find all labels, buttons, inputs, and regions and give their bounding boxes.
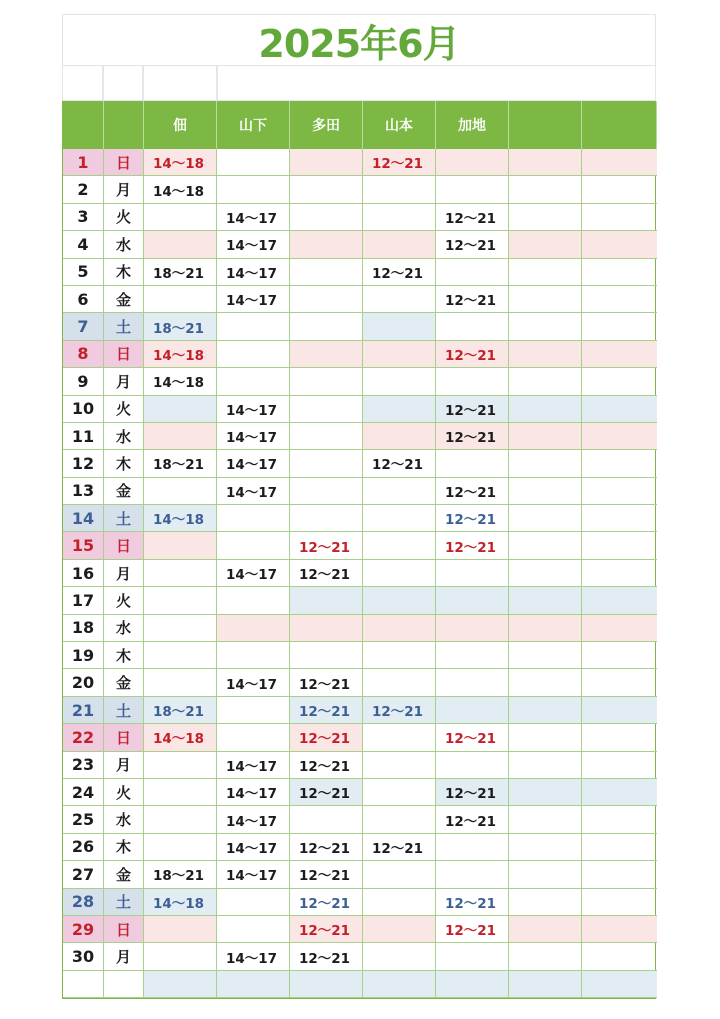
shift-cell[interactable] xyxy=(509,889,582,916)
shift-cell[interactable] xyxy=(582,532,657,559)
shift-cell[interactable]: 12〜21 xyxy=(363,259,436,286)
shift-cell[interactable] xyxy=(582,971,657,998)
shift-cell[interactable] xyxy=(436,669,509,696)
shift-cell[interactable]: 14〜17 xyxy=(217,450,290,477)
shift-cell[interactable] xyxy=(363,423,436,450)
shift-cell[interactable] xyxy=(144,752,217,779)
shift-cell[interactable] xyxy=(436,752,509,779)
shift-cell[interactable] xyxy=(290,806,363,833)
shift-cell[interactable]: 18〜21 xyxy=(144,697,217,724)
shift-cell[interactable] xyxy=(144,286,217,313)
header-cell-staff-5: 加地 xyxy=(436,101,509,149)
shift-cell[interactable] xyxy=(144,231,217,258)
shift-cell[interactable] xyxy=(144,204,217,231)
shift-cell[interactable] xyxy=(144,669,217,696)
shift-cell[interactable] xyxy=(217,505,290,532)
shift-cell[interactable]: 12〜21 xyxy=(436,396,509,423)
weekday-cell: 日 xyxy=(104,149,144,176)
shift-cell[interactable]: 12〜21 xyxy=(436,916,509,943)
shift-cell[interactable] xyxy=(363,532,436,559)
day-number-cell: 22 xyxy=(63,724,104,751)
shift-cell[interactable] xyxy=(509,149,582,176)
day-number-cell: 25 xyxy=(63,806,104,833)
shift-cell[interactable] xyxy=(363,916,436,943)
shift-cell[interactable] xyxy=(509,341,582,368)
shift-cell[interactable] xyxy=(290,204,363,231)
shift-cell[interactable] xyxy=(290,313,363,340)
shift-cell[interactable] xyxy=(582,341,657,368)
shift-cell[interactable] xyxy=(144,615,217,642)
shift-cell[interactable] xyxy=(436,560,509,587)
shift-cell[interactable] xyxy=(290,176,363,203)
shift-cell[interactable] xyxy=(436,259,509,286)
shift-cell[interactable] xyxy=(217,697,290,724)
shift-cell[interactable] xyxy=(509,231,582,258)
shift-cell[interactable] xyxy=(144,396,217,423)
shift-cell[interactable] xyxy=(290,231,363,258)
day-number-cell: 2 xyxy=(63,176,104,203)
shift-cell[interactable]: 12〜21 xyxy=(436,341,509,368)
weekday-cell: 火 xyxy=(104,587,144,614)
weekday-cell: 木 xyxy=(104,259,144,286)
shift-cell[interactable] xyxy=(582,889,657,916)
shift-cell[interactable]: 18〜21 xyxy=(144,450,217,477)
weekday-cell: 月 xyxy=(104,176,144,203)
shift-cell[interactable] xyxy=(582,642,657,669)
weekday-cell: 金 xyxy=(104,861,144,888)
shift-cell[interactable] xyxy=(509,642,582,669)
weekday-cell: 月 xyxy=(104,943,144,970)
shift-cell[interactable] xyxy=(217,615,290,642)
shift-cell[interactable] xyxy=(290,478,363,505)
shift-cell[interactable]: 14〜17 xyxy=(217,423,290,450)
shift-cell[interactable] xyxy=(217,642,290,669)
day-number-cell: 21 xyxy=(63,697,104,724)
shift-cell[interactable]: 12〜21 xyxy=(290,834,363,861)
day-number-cell: 12 xyxy=(63,450,104,477)
shift-cell[interactable] xyxy=(363,505,436,532)
shift-cell[interactable]: 14〜17 xyxy=(217,779,290,806)
shift-cell[interactable]: 18〜21 xyxy=(144,861,217,888)
shift-cell[interactable]: 12〜21 xyxy=(436,505,509,532)
shift-cell[interactable] xyxy=(436,313,509,340)
shift-cell[interactable] xyxy=(436,450,509,477)
shift-cell[interactable] xyxy=(582,423,657,450)
shift-cell[interactable]: 14〜17 xyxy=(217,478,290,505)
shift-cell[interactable] xyxy=(363,806,436,833)
weekday-cell: 火 xyxy=(104,204,144,231)
shift-cell[interactable] xyxy=(290,971,363,998)
shift-cell[interactable]: 14〜17 xyxy=(217,286,290,313)
shift-cell[interactable] xyxy=(290,642,363,669)
shift-cell[interactable] xyxy=(144,532,217,559)
shift-cell[interactable]: 14〜17 xyxy=(217,669,290,696)
weekday-cell: 月 xyxy=(104,368,144,395)
shift-cell[interactable] xyxy=(290,450,363,477)
day-number-cell: 4 xyxy=(63,231,104,258)
shift-cell[interactable]: 12〜21 xyxy=(290,752,363,779)
day-number-cell: 19 xyxy=(63,642,104,669)
shift-cell[interactable] xyxy=(436,615,509,642)
day-number-cell: 29 xyxy=(63,916,104,943)
shift-cell[interactable] xyxy=(217,368,290,395)
shift-cell[interactable]: 12〜21 xyxy=(290,697,363,724)
shift-cell[interactable] xyxy=(582,943,657,970)
shift-cell[interactable]: 14〜17 xyxy=(217,806,290,833)
spacer-cell xyxy=(217,66,656,101)
shift-cell[interactable] xyxy=(363,943,436,970)
header-cell-staff-2: 山下 xyxy=(217,101,290,149)
shift-cell[interactable] xyxy=(509,396,582,423)
day-number-cell: 26 xyxy=(63,834,104,861)
shift-cell[interactable] xyxy=(582,204,657,231)
shift-cell[interactable] xyxy=(363,286,436,313)
weekday-cell: 金 xyxy=(104,669,144,696)
shift-cell[interactable] xyxy=(509,313,582,340)
shift-cell[interactable]: 14〜17 xyxy=(217,560,290,587)
shift-cell[interactable] xyxy=(363,971,436,998)
weekday-cell: 日 xyxy=(104,916,144,943)
day-number-cell: 28 xyxy=(63,889,104,916)
shift-cell[interactable] xyxy=(582,149,657,176)
header-cell-staff-7 xyxy=(582,101,657,149)
shift-cell[interactable]: 12〜21 xyxy=(436,286,509,313)
shift-cell[interactable]: 18〜21 xyxy=(144,259,217,286)
day-number-cell: 10 xyxy=(63,396,104,423)
shift-cell[interactable] xyxy=(582,669,657,696)
shift-cell[interactable] xyxy=(217,532,290,559)
day-number-cell: 18 xyxy=(63,615,104,642)
shift-cell[interactable]: 14〜18 xyxy=(144,341,217,368)
shift-cell[interactable] xyxy=(509,423,582,450)
shift-cell[interactable] xyxy=(217,587,290,614)
shift-cell[interactable] xyxy=(144,943,217,970)
shift-cell[interactable]: 12〜21 xyxy=(363,149,436,176)
shift-cell[interactable] xyxy=(509,916,582,943)
shift-cell[interactable] xyxy=(363,861,436,888)
shift-cell[interactable]: 12〜21 xyxy=(436,532,509,559)
spacer-cell xyxy=(143,66,217,101)
shift-cell[interactable] xyxy=(144,779,217,806)
shift-cell[interactable] xyxy=(582,176,657,203)
shift-cell[interactable] xyxy=(363,368,436,395)
day-number-cell: 6 xyxy=(63,286,104,313)
weekday-cell: 火 xyxy=(104,396,144,423)
weekday-cell: 日 xyxy=(104,341,144,368)
shift-cell[interactable] xyxy=(363,176,436,203)
shift-cell[interactable] xyxy=(436,176,509,203)
shift-cell[interactable] xyxy=(290,615,363,642)
weekday-cell: 水 xyxy=(104,806,144,833)
day-number-cell: 20 xyxy=(63,669,104,696)
shift-cell[interactable] xyxy=(509,478,582,505)
shift-cell[interactable]: 14〜18 xyxy=(144,176,217,203)
shift-cell[interactable]: 14〜18 xyxy=(144,889,217,916)
shift-cell[interactable] xyxy=(509,724,582,751)
shift-cell[interactable] xyxy=(363,313,436,340)
shift-cell[interactable] xyxy=(363,779,436,806)
shift-cell[interactable] xyxy=(363,724,436,751)
weekday-cell: 土 xyxy=(104,313,144,340)
page-title: 2025年6月 xyxy=(62,14,656,66)
shift-cell[interactable]: 12〜21 xyxy=(290,724,363,751)
shift-cell[interactable] xyxy=(363,341,436,368)
shift-cell[interactable] xyxy=(509,368,582,395)
shift-cell[interactable] xyxy=(363,478,436,505)
shift-cell[interactable]: 14〜17 xyxy=(217,204,290,231)
weekday-cell: 月 xyxy=(104,560,144,587)
header-cell-staff-6 xyxy=(509,101,582,149)
shift-cell[interactable] xyxy=(144,423,217,450)
shift-cell[interactable] xyxy=(509,204,582,231)
shift-cell[interactable]: 14〜17 xyxy=(217,834,290,861)
shift-cell[interactable] xyxy=(509,943,582,970)
shift-cell[interactable] xyxy=(363,396,436,423)
shift-cell[interactable] xyxy=(290,149,363,176)
shift-cell[interactable] xyxy=(436,642,509,669)
shift-cell[interactable] xyxy=(217,724,290,751)
shift-cell[interactable]: 14〜18 xyxy=(144,724,217,751)
shift-cell[interactable] xyxy=(290,396,363,423)
shift-cell[interactable] xyxy=(217,313,290,340)
day-number-cell: 24 xyxy=(63,779,104,806)
shift-cell[interactable] xyxy=(363,560,436,587)
shift-cell[interactable] xyxy=(582,259,657,286)
shift-cell[interactable] xyxy=(582,313,657,340)
shift-cell[interactable]: 18〜21 xyxy=(144,313,217,340)
shift-cell[interactable]: 14〜17 xyxy=(217,231,290,258)
weekday-cell: 水 xyxy=(104,423,144,450)
shift-cell[interactable] xyxy=(582,560,657,587)
spacer-row xyxy=(62,66,656,101)
shift-cell[interactable] xyxy=(509,669,582,696)
shift-cell[interactable]: 12〜21 xyxy=(363,450,436,477)
shift-cell[interactable] xyxy=(509,806,582,833)
shift-cell[interactable] xyxy=(436,971,509,998)
day-number-cell: 8 xyxy=(63,341,104,368)
shift-cell[interactable] xyxy=(509,752,582,779)
shift-cell[interactable] xyxy=(509,286,582,313)
shift-cell[interactable] xyxy=(509,971,582,998)
shift-cell[interactable]: 12〜21 xyxy=(436,231,509,258)
weekday-cell: 日 xyxy=(104,532,144,559)
weekday-cell: 水 xyxy=(104,231,144,258)
day-number-cell: 13 xyxy=(63,478,104,505)
spacer-cell xyxy=(62,66,103,101)
header-cell-staff-3: 多田 xyxy=(290,101,363,149)
shift-cell[interactable] xyxy=(217,341,290,368)
weekday-cell: 日 xyxy=(104,724,144,751)
shift-cell[interactable] xyxy=(582,286,657,313)
shift-cell[interactable] xyxy=(582,450,657,477)
shift-cell[interactable]: 14〜18 xyxy=(144,368,217,395)
shift-cell[interactable] xyxy=(363,587,436,614)
shift-cell[interactable] xyxy=(436,368,509,395)
shift-cell[interactable] xyxy=(363,615,436,642)
shift-cell[interactable] xyxy=(509,450,582,477)
shift-cell[interactable] xyxy=(217,889,290,916)
shift-cell[interactable]: 14〜17 xyxy=(217,259,290,286)
shift-cell[interactable] xyxy=(290,423,363,450)
weekday-cell: 木 xyxy=(104,834,144,861)
schedule-sheet xyxy=(62,14,656,999)
shift-cell[interactable] xyxy=(509,834,582,861)
shift-cell[interactable] xyxy=(582,779,657,806)
header-cell-staff-1: 佃 xyxy=(144,101,217,149)
shift-cell[interactable] xyxy=(509,861,582,888)
shift-cell[interactable]: 14〜17 xyxy=(217,752,290,779)
shift-cell[interactable] xyxy=(290,286,363,313)
shift-cell[interactable]: 12〜21 xyxy=(290,560,363,587)
day-number-cell: 14 xyxy=(63,505,104,532)
shift-cell[interactable] xyxy=(144,916,217,943)
weekday-cell: 水 xyxy=(104,615,144,642)
shift-cell[interactable] xyxy=(509,259,582,286)
shift-cell[interactable] xyxy=(144,971,217,998)
weekday-cell: 月 xyxy=(104,752,144,779)
shift-cell[interactable] xyxy=(582,752,657,779)
shift-cell[interactable] xyxy=(363,889,436,916)
day-number-cell: 23 xyxy=(63,752,104,779)
day-number-cell: 7 xyxy=(63,313,104,340)
shift-cell[interactable] xyxy=(582,697,657,724)
shift-cell[interactable] xyxy=(363,204,436,231)
shift-cell[interactable]: 12〜21 xyxy=(290,532,363,559)
schedule-table xyxy=(62,101,656,999)
shift-cell[interactable] xyxy=(144,478,217,505)
shift-cell[interactable] xyxy=(217,176,290,203)
shift-cell[interactable]: 12〜21 xyxy=(290,943,363,970)
day-number-cell: 9 xyxy=(63,368,104,395)
shift-cell[interactable] xyxy=(290,341,363,368)
day-number-cell: 15 xyxy=(63,532,104,559)
weekday-cell: 木 xyxy=(104,450,144,477)
shift-cell[interactable] xyxy=(290,259,363,286)
shift-cell[interactable] xyxy=(582,505,657,532)
shift-cell[interactable]: 12〜21 xyxy=(436,724,509,751)
weekday-cell xyxy=(104,971,144,998)
shift-cell[interactable] xyxy=(436,861,509,888)
shift-cell[interactable] xyxy=(436,697,509,724)
shift-cell[interactable] xyxy=(217,971,290,998)
shift-cell[interactable] xyxy=(436,587,509,614)
shift-cell[interactable] xyxy=(582,368,657,395)
shift-cell[interactable] xyxy=(582,478,657,505)
weekday-cell: 土 xyxy=(104,697,144,724)
shift-cell[interactable] xyxy=(436,943,509,970)
shift-cell[interactable] xyxy=(509,532,582,559)
shift-cell[interactable] xyxy=(144,587,217,614)
day-number-cell: 17 xyxy=(63,587,104,614)
shift-cell[interactable]: 12〜21 xyxy=(290,779,363,806)
day-number-cell: 27 xyxy=(63,861,104,888)
header-cell-day xyxy=(63,101,104,149)
shift-cell[interactable] xyxy=(290,505,363,532)
shift-cell[interactable]: 12〜21 xyxy=(363,697,436,724)
shift-cell[interactable]: 12〜21 xyxy=(436,478,509,505)
shift-cell[interactable] xyxy=(290,368,363,395)
weekday-cell: 土 xyxy=(104,505,144,532)
shift-cell[interactable]: 12〜21 xyxy=(436,889,509,916)
shift-cell[interactable] xyxy=(436,834,509,861)
shift-cell[interactable] xyxy=(509,697,582,724)
shift-cell[interactable] xyxy=(509,615,582,642)
shift-cell[interactable]: 14〜17 xyxy=(217,861,290,888)
shift-cell[interactable]: 12〜21 xyxy=(436,423,509,450)
shift-cell[interactable] xyxy=(582,396,657,423)
shift-cell[interactable]: 12〜21 xyxy=(436,806,509,833)
shift-cell[interactable] xyxy=(217,149,290,176)
shift-cell[interactable] xyxy=(144,560,217,587)
shift-cell[interactable]: 14〜18 xyxy=(144,505,217,532)
shift-cell[interactable]: 12〜21 xyxy=(436,204,509,231)
day-number-cell xyxy=(63,971,104,998)
shift-cell[interactable]: 14〜17 xyxy=(217,943,290,970)
shift-cell[interactable] xyxy=(582,916,657,943)
weekday-cell: 土 xyxy=(104,889,144,916)
shift-cell[interactable]: 12〜21 xyxy=(436,779,509,806)
shift-cell[interactable] xyxy=(144,806,217,833)
header-cell-dow xyxy=(104,101,144,149)
shift-cell[interactable] xyxy=(509,560,582,587)
day-number-cell: 11 xyxy=(63,423,104,450)
shift-cell[interactable] xyxy=(582,587,657,614)
shift-cell[interactable]: 12〜21 xyxy=(290,669,363,696)
shift-cell[interactable] xyxy=(217,916,290,943)
header-cell-staff-4: 山本 xyxy=(363,101,436,149)
weekday-cell: 金 xyxy=(104,286,144,313)
shift-cell[interactable] xyxy=(363,231,436,258)
shift-cell[interactable]: 12〜21 xyxy=(290,889,363,916)
shift-cell[interactable] xyxy=(582,724,657,751)
weekday-cell: 金 xyxy=(104,478,144,505)
day-number-cell: 16 xyxy=(63,560,104,587)
shift-cell[interactable] xyxy=(509,505,582,532)
shift-cell[interactable]: 14〜18 xyxy=(144,149,217,176)
shift-cell[interactable] xyxy=(509,779,582,806)
shift-cell[interactable] xyxy=(509,587,582,614)
day-number-cell: 3 xyxy=(63,204,104,231)
shift-cell[interactable] xyxy=(363,642,436,669)
shift-cell[interactable]: 12〜21 xyxy=(363,834,436,861)
shift-cell[interactable]: 12〜21 xyxy=(290,916,363,943)
shift-cell[interactable] xyxy=(582,231,657,258)
shift-cell[interactable]: 12〜21 xyxy=(290,861,363,888)
weekday-cell: 火 xyxy=(104,779,144,806)
shift-cell[interactable] xyxy=(290,587,363,614)
shift-cell[interactable] xyxy=(509,176,582,203)
shift-cell[interactable] xyxy=(436,149,509,176)
shift-cell[interactable] xyxy=(582,615,657,642)
spacer-cell xyxy=(103,66,143,101)
shift-cell[interactable] xyxy=(144,834,217,861)
shift-cell[interactable] xyxy=(144,642,217,669)
shift-cell[interactable] xyxy=(363,752,436,779)
day-number-cell: 5 xyxy=(63,259,104,286)
weekday-cell: 木 xyxy=(104,642,144,669)
day-number-cell: 30 xyxy=(63,943,104,970)
shift-cell[interactable] xyxy=(582,806,657,833)
shift-cell[interactable]: 14〜17 xyxy=(217,396,290,423)
day-number-cell: 1 xyxy=(63,149,104,176)
shift-cell[interactable] xyxy=(582,834,657,861)
shift-cell[interactable] xyxy=(582,861,657,888)
shift-cell[interactable] xyxy=(363,669,436,696)
